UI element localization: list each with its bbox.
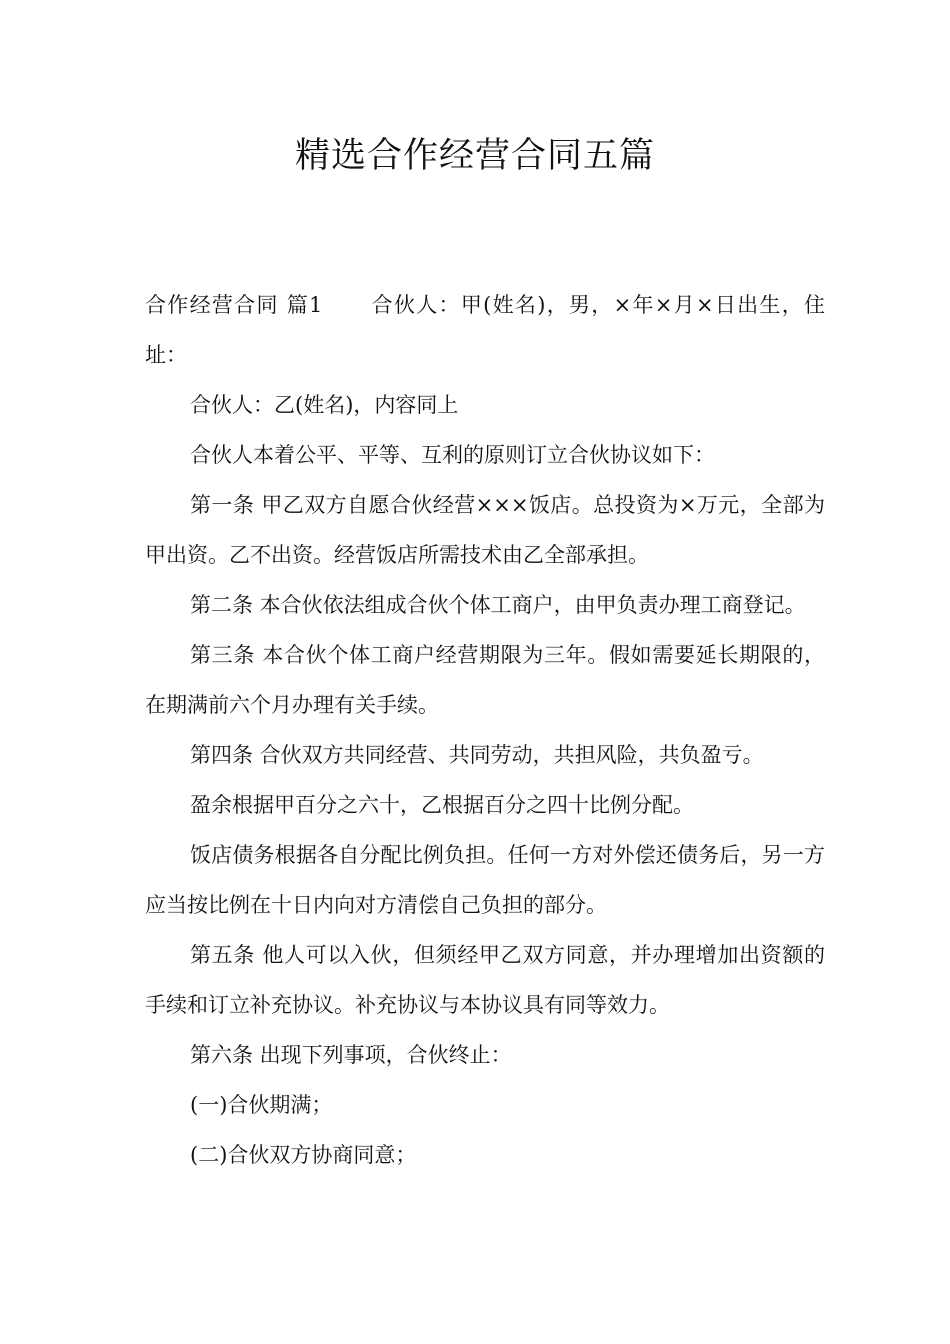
paragraph: 盈余根据甲百分之六十，乙根据百分之四十比例分配。 [190,793,694,817]
section-heading: 合作经营合同 篇1 [145,293,323,317]
paragraph-article-6: 第六条 出现下列事项，合伙终止： [190,1043,512,1067]
paragraph-article-5: 第五条 他人可以入伙，但须经甲乙双方同意，并办理增加出资额的手续和订立补充协议。补充协议与本协议具有同等效力。 [145,943,825,1017]
paragraph-article-2: 第二条 本合伙依法组成合伙个体工商户，由甲负责办理工商登记。 [190,593,806,617]
paragraph: 饭店债务根据各自分配比例负担。任何一方对外偿还债务后，另一方应当按比例在十日内向对方清偿自己负担的部分。 [145,843,825,917]
list-item: (一)合伙期满； [190,1093,333,1117]
paragraph-article-3: 第三条 本合伙个体工商户经营期限为三年。假如需要延长期限的，在期满前六个月办理有关手续。 [145,643,825,717]
list-item: (二)合伙双方协商同意； [190,1143,417,1167]
paragraph: 合伙人：乙(姓名)，内容同上 [190,393,459,417]
paragraph-intro [145,280,825,380]
paragraph-article-4: 第四条 合伙双方共同经营、共同劳动，共担风险，共负盈亏。 [190,743,764,767]
document-body [145,280,825,1180]
paragraph-text: 合伙人：甲(姓名)，男，×年×月×日出生，住址： [145,293,826,367]
document-title: 精选合作经营合同五篇 [294,136,655,176]
paragraph: 合伙人本着公平、平等、互利的原则订立合伙协议如下： [190,443,715,467]
paragraph-article-1: 第一条 甲乙双方自愿合伙经营×××饭店。总投资为×万元，全部为甲出资。乙不出资。经营饭店所需技术由乙全部承担。 [145,493,825,567]
